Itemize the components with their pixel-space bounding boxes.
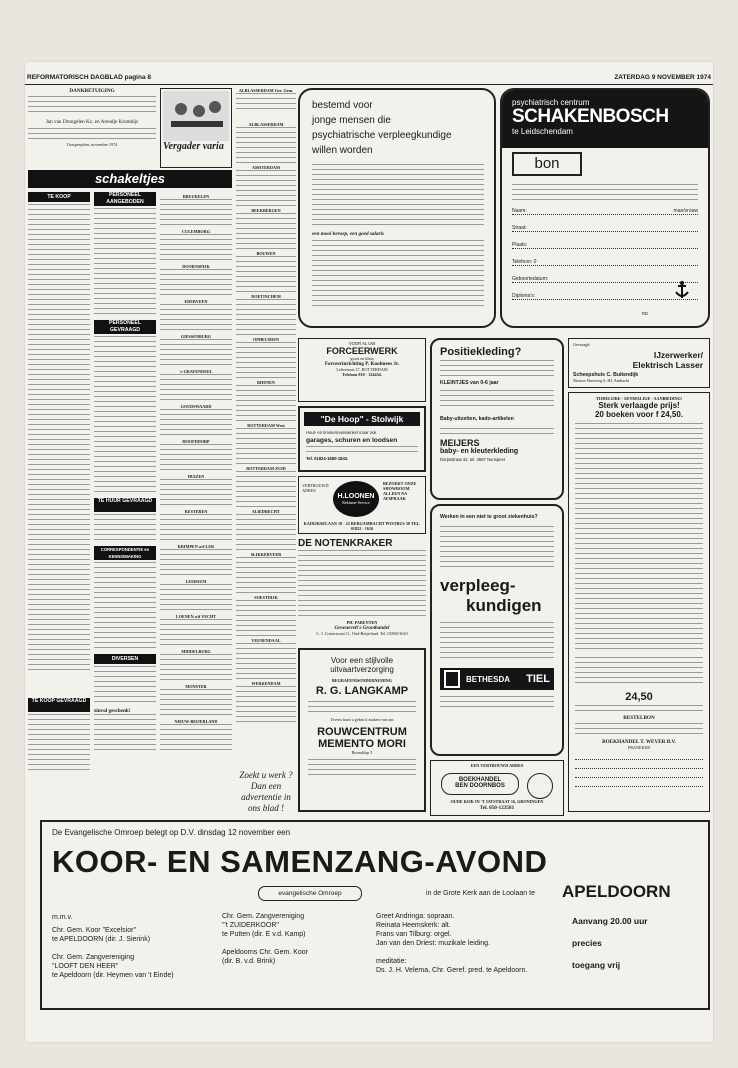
- verpleeg-heading: [300, 90, 494, 158]
- langkamp-sub: BEGRAFENISONDERNEMING: [331, 678, 393, 683]
- church-place: HOOFDDORP: [182, 439, 210, 444]
- church-service-text: [160, 654, 232, 682]
- wever-top: TIJDELIJKE - EENMALIGE - AANBIEDING!: [595, 396, 683, 401]
- verpleeg-line-3: psychiatrische verpleegkundige: [312, 130, 452, 141]
- langkamp-top1: Voor een stijlvolle: [330, 656, 394, 665]
- bethesda-logo: [440, 668, 554, 690]
- doornbos-badge: [441, 773, 519, 795]
- bethesda-ad: [430, 504, 564, 756]
- church-service-text: [160, 619, 232, 647]
- church-place: BOUWEN: [256, 251, 276, 256]
- bethesda-city: TIEL: [526, 673, 550, 685]
- birthdate-field[interactable]: Geboortedatum:: [512, 276, 698, 283]
- positie-text2: [440, 390, 554, 410]
- eo-logo-text: evangelische Omroep: [278, 890, 342, 897]
- classifieds-col-1: [28, 192, 90, 692]
- church-service-text: [160, 549, 232, 577]
- section-te-koop-gevraagd: TE KOOP GEVRAAGD: [28, 698, 90, 712]
- page-header: [25, 74, 713, 84]
- name-label: Naam:: [512, 208, 527, 214]
- wever-text3: [575, 723, 703, 737]
- langkamp-top2: uitvaartverzorging: [330, 665, 394, 674]
- forceer-firm: Forceerinrichting P. Koolmees Jr.: [324, 361, 400, 367]
- church-place: ROTTERDAM-ZUID: [246, 466, 286, 471]
- church-service-text: [236, 471, 296, 507]
- dankbetuiging-place: Ootspenjolen, november 1974: [66, 142, 118, 147]
- wever-field-4[interactable]: [575, 781, 703, 787]
- zoekt-line-1: Zoekt u werk ?: [239, 770, 293, 780]
- church-place: NIEUW-BEIJERLAND: [174, 719, 218, 724]
- koor-toegang: toegang vrij: [572, 960, 621, 970]
- schakenbosch-header: [502, 90, 708, 148]
- church-service-text: [160, 724, 232, 752]
- positie-text3: [440, 428, 554, 434]
- bon-box: [512, 152, 582, 176]
- langkamp-text-2: [308, 759, 416, 775]
- church-place: KRIMPEN a/d LEK: [177, 544, 215, 549]
- zoekt-line-4: ons blad !: [248, 803, 284, 813]
- koor-col1-l1: Chr. Gem. Koor "Excelsior": [52, 927, 136, 934]
- church-place: EDERVEEN: [184, 299, 208, 304]
- koor-city: APELDOORN: [562, 882, 671, 901]
- forceer-intro: VOOR AL UW: [348, 341, 376, 346]
- forceer-phone: Telefoon 010 - 124434.: [342, 372, 382, 377]
- loonen-item2: BEZOEKT ONZE SHOWROOM ALLEEN NA AFSPRAAK: [383, 481, 417, 501]
- doornbos-figure-icon: [527, 773, 553, 799]
- notenkraker-text: [298, 550, 426, 620]
- koor-title: KOOR- EN SAMENZANG-AVOND: [52, 844, 548, 879]
- dankbetuiging-names: Jan van Drongelen Kz. en Arendje Krombijs: [45, 119, 139, 125]
- doornbos-phone: Tel. 050-123581: [479, 805, 515, 811]
- church-service-text: [236, 385, 296, 421]
- ijzer-firm: Scheepshuis C. Buitendijk: [573, 372, 639, 378]
- church-service-text: [160, 234, 232, 262]
- positie-baby: Baby-uitzetten, kado-artikelen: [440, 416, 514, 422]
- church-place: SOESTDIJK: [254, 595, 278, 600]
- zoekt-line-3: advertentie in: [241, 792, 291, 802]
- verpleeg-body: [312, 164, 484, 228]
- church-service-text: [236, 342, 296, 378]
- koor-col1-l5: "LOOFT DEN HEER": [52, 963, 119, 970]
- name-field[interactable]: [512, 208, 698, 215]
- koor-col2-l6: (dir. B. v.d. Brink): [222, 958, 276, 965]
- church-place: LEERSUM: [185, 579, 207, 584]
- wever-book-list: [575, 423, 703, 653]
- church-place: DOORNSPIJK: [182, 264, 210, 269]
- vergader-title: Vergader varia: [163, 141, 224, 152]
- loonen-sub: Reklame-Service: [342, 500, 370, 505]
- langkamp-name: R. G. LANGKAMP: [315, 685, 409, 697]
- koor-col3-l6: meditatie:: [376, 958, 407, 965]
- koor-col2: [222, 912, 392, 966]
- hoop-title: "De Hoop" - Stolwijk: [304, 412, 420, 426]
- church-place: KESTEREN: [184, 509, 208, 514]
- verpleeg-line-1: bestemd voor: [312, 100, 373, 111]
- koor-col1-l6: te Apeldoorn (dir. Heymen van 't Einde): [52, 972, 174, 979]
- wever-form: [575, 754, 703, 787]
- bon-form: [512, 204, 698, 304]
- ijzerwerker-ad: [568, 338, 710, 388]
- church-service-text: [160, 304, 232, 332]
- schakenbosch-place: te Leidschendam: [512, 127, 573, 136]
- verpleeg-ad: [298, 88, 496, 328]
- schakenbosch-subtitle: psychiatrisch centrum: [512, 98, 590, 107]
- church-service-text: [236, 170, 296, 206]
- wever-head1: Sterk verlaagde prijs!: [598, 401, 680, 410]
- section-te-koop: TE KOOP: [28, 192, 90, 202]
- church-place: RHENEN: [257, 380, 275, 385]
- werken-question: Werken in een niet te groot ziekenhuis?: [440, 514, 538, 520]
- section-personeel-gevraagd: PERSONEEL GEVRAAGD: [94, 320, 156, 334]
- wever-text: [575, 657, 703, 687]
- ijzer-title1: IJzerwerker/: [653, 350, 703, 360]
- classified-text: [94, 562, 156, 652]
- koor-col2-l1: Chr. Gem. Zangvereniging: [222, 913, 305, 920]
- doornbos-name1: BOEKHANDEL: [458, 777, 502, 783]
- positie-shop1: MEIJERS: [440, 438, 480, 448]
- werken-big2: kundigen: [466, 596, 542, 615]
- langkamp-ad: [298, 648, 426, 812]
- church-service-text: [160, 199, 232, 227]
- bethesda-emblem-icon: [444, 670, 460, 688]
- koor-col1-l2: te APELDOORN (dir. J. Sierink): [52, 936, 151, 943]
- werken-big1: verpleeg-: [440, 576, 516, 595]
- bethesda-text: [440, 696, 554, 708]
- dankbetuiging: [28, 88, 156, 168]
- church-service-text: [236, 213, 296, 249]
- koor-col3-l3: Frans van Tilburg: orgel.: [376, 931, 452, 938]
- positie-text: [440, 360, 554, 376]
- verpleeg-bold-line: een mooi beroep, een goed salaris: [312, 231, 385, 237]
- schakenbosch-ad: [500, 88, 710, 328]
- church-place: BEEKBERGEN: [251, 208, 281, 213]
- church-place: BREUKELEN: [182, 194, 210, 199]
- church-place: 's-GRAVENDEEL: [179, 369, 213, 374]
- classified-text: [94, 666, 156, 706]
- koor-col2-l2: "'t ZUIDERKOOR": [222, 922, 279, 929]
- church-text: [236, 93, 296, 113]
- ijzer-addr: Nieuwe Broeweg 6, HI, Ambacht: [573, 378, 630, 383]
- church-service-text: [236, 643, 296, 679]
- church-place: AMSTERDAM: [252, 165, 280, 170]
- wever-price: 24,50: [625, 691, 653, 703]
- church-service-text: [160, 514, 232, 542]
- church-place: HUIZEN: [187, 474, 205, 479]
- wever-firm: BOEKHANDEL T. WEVER B.V.: [602, 739, 676, 745]
- hoop-line1: Hout- en timmermanswinkel maar ook: [306, 430, 377, 435]
- meeting-illustration-icon: [161, 89, 231, 167]
- classified-text: [94, 514, 156, 544]
- church-place: ROTTERDAM West: [247, 423, 285, 428]
- forceerwerk-ad: [298, 338, 426, 402]
- church-service-text: [236, 127, 296, 163]
- koor-col1-l4: Chr. Gem. Zangvereniging: [52, 954, 135, 961]
- forceer-title: FORCEERWERK: [326, 346, 398, 356]
- wever-field-1[interactable]: [575, 754, 703, 760]
- classifieds-col-2: [94, 192, 156, 778]
- church-service-text: [160, 409, 232, 437]
- church-place: SLIEDRECHT: [252, 509, 280, 514]
- koor-precies: precies: [572, 938, 602, 948]
- dankbetuiging-title: DANKBETUIGING: [69, 88, 115, 94]
- koor-col2-l3: te Putten (dir. E v.d. Kamp): [222, 931, 306, 938]
- classified-text: [94, 208, 156, 318]
- header-left: REFORMATORISCH DAGBLAD pagina 8: [27, 74, 151, 81]
- church-place: MIDDELBURG: [181, 649, 211, 654]
- notenkraker-title: DE NOTENKRAKER: [298, 538, 393, 549]
- classifieds-te-koop-gevraagd: [28, 698, 90, 778]
- church-place: CULEMBORG: [182, 229, 210, 234]
- positie-shop2: baby- en kleuterkleding: [440, 448, 519, 455]
- church-place: DOETINCHEM: [251, 294, 281, 299]
- positie-addr: Dorpsstraat 42, tel. 3687 Nunspeet: [440, 457, 505, 462]
- koor-col3-l1: Greet Andringa: sopraan.: [376, 913, 455, 920]
- classified-text: [28, 204, 90, 674]
- church-service-text: [160, 584, 232, 612]
- langkamp-addr: Boomklop 5: [351, 750, 373, 755]
- forceer-sub: groot en klein: [350, 356, 374, 361]
- hoop-big: garages, schuren en loodsen: [306, 437, 398, 444]
- notenkraker-addr: L. J. Costerstraat 11, Oud-Beijerland. Tel. 01860-3610: [316, 631, 408, 636]
- loonen-logo: [333, 481, 379, 517]
- positie-title: Positiekleding?: [440, 346, 522, 358]
- church-place: LOENEN a/d VECHT: [175, 614, 217, 619]
- langkamp-text: [308, 701, 416, 713]
- koor-col1: [52, 926, 232, 980]
- schakeltjes-banner: schakeltjes: [28, 170, 232, 188]
- langkamp-r1: ROUWCENTRUM: [317, 726, 407, 738]
- church-service-text: [160, 269, 232, 297]
- verpleeg-line-4: willen worden: [312, 145, 373, 156]
- church-place: ALBLASSERDAM: [248, 122, 284, 127]
- schakenbosch-name: SCHAKENBOSCH: [512, 106, 669, 127]
- bon-text: [512, 184, 698, 200]
- werken-text2: [440, 622, 554, 662]
- section-te-huur-gevraagd: TE HUUR GEVRAAGD: [94, 498, 156, 512]
- wever-bestelbon: BESTELBON: [623, 715, 655, 721]
- koor-col2-l5: Apeldoorns Chr. Gem. Koor: [222, 949, 308, 956]
- koor-aanvang: Aanvang 20.00 uur: [572, 916, 648, 926]
- verpleeg-line-2: jonge mensen die: [312, 115, 391, 126]
- ijzer-top: Gevraagd:: [573, 342, 591, 347]
- doornbos-addr: OUDE KIJK IN 'T JATSTRAAT 16, GRONINGEN: [450, 799, 544, 804]
- classified-text: [94, 714, 156, 754]
- koor-col3: [376, 912, 556, 975]
- vergader-varia-logo: [160, 88, 232, 168]
- doornbos-name2: BEN DOORNBOS: [455, 783, 505, 789]
- forceer-addr: Lelieetraat 17, ROTTERDAM: [336, 367, 388, 372]
- church-place: OPHEUSDEN: [252, 337, 280, 342]
- hoop-text: [306, 446, 418, 454]
- zoekt-line-2: Dan een: [250, 781, 282, 791]
- church-place: VEENENDAAL: [251, 638, 281, 643]
- wever-field-2[interactable]: [575, 763, 703, 769]
- doornbos-top: EEN VERTROUWD ADRES: [470, 763, 524, 768]
- section-correspondentie: CORRESPONDENTIE en KENNISMAKING: [94, 546, 156, 560]
- church-services-col-b: [236, 120, 296, 820]
- loonen-addr: KADIJKSELAAN 18 - 22 BERGAMBACHT POSTBUS 38 TEL. 01822 - 1616: [303, 521, 421, 531]
- positie-mid: KLEINTJES van 0-6 jaar: [440, 380, 499, 386]
- de-hoop-ad: [298, 406, 426, 472]
- zinvol-geschenk: zinvol geschenk!: [94, 708, 131, 714]
- notenkraker-shop: Groenevelt's Grootbandel: [334, 625, 390, 631]
- church-service-text: [160, 479, 232, 507]
- city-field[interactable]: Plaats:: [512, 242, 698, 249]
- wever-place: FRANEKER: [627, 745, 651, 750]
- church-top-title: ALBLASSERDAM Ger. Gem.: [238, 88, 294, 93]
- positiekleding-ad: [430, 338, 564, 500]
- wever-head2: 20 boeken voor f 24,50.: [594, 410, 684, 419]
- langkamp-mid: Tevens kunt u gebru k maken van ons: [330, 717, 394, 722]
- wever-text2: [575, 705, 703, 713]
- koor-col3-l7: Ds. J. H. Velema, Chr. Geref. pred. te Apeldoorn.: [376, 967, 528, 974]
- church-service-text: [160, 374, 232, 402]
- church-service-text: [160, 339, 232, 367]
- koor-avond-ad: [40, 820, 710, 1010]
- koor-intro: De Evangelische Omroep belegt op D.V. dinsdag 12 november een: [52, 828, 291, 837]
- church-service-text: [236, 514, 296, 550]
- classified-text: [94, 336, 156, 496]
- verpleeg-body-2: [312, 240, 484, 310]
- church-service-text: [236, 256, 296, 292]
- diploma-field[interactable]: Diploma's:: [512, 293, 698, 300]
- church-place: SLIKKERVEER: [250, 552, 282, 557]
- bon-label: bon: [534, 155, 560, 172]
- header-rule: [25, 84, 713, 85]
- werken-text: [440, 526, 554, 570]
- section-personeel-aangeboden: PERSONEEL AANGEBODEN: [94, 192, 156, 206]
- church-place: GOUDSWAARD: [180, 404, 212, 409]
- hoop-phone: Tel. 01824-1680-1843.: [306, 456, 349, 461]
- church-top: [236, 88, 296, 118]
- church-service-text: [236, 299, 296, 335]
- loonen-item1: VERTROUWD ADRES: [302, 483, 329, 493]
- street-field[interactable]: Straat:: [512, 225, 698, 232]
- notenkraker-ad: [298, 538, 426, 644]
- anchor-icon: [672, 280, 692, 302]
- church-place: WERKENDAM: [251, 681, 281, 686]
- church-service-text: [236, 686, 296, 722]
- doornbos-ad: [430, 760, 564, 816]
- loonen-ad: [298, 476, 426, 534]
- church-service-text: [236, 600, 296, 636]
- phone-field[interactable]: Telefoon: 0: [512, 259, 698, 266]
- koor-times: [572, 910, 648, 976]
- wever-books-ad: [568, 392, 710, 812]
- church-place: MONSTER: [185, 684, 207, 689]
- loonen-logo-text: H.LOONEN: [337, 493, 375, 500]
- wever-field-3[interactable]: [575, 772, 703, 778]
- zoekt-werk-text: [236, 770, 296, 814]
- bethesda-name: BETHESDA: [466, 674, 511, 684]
- koor-col3-l4: Jan van den Driest: muzikale leiding.: [376, 940, 491, 947]
- church-service-text: [160, 444, 232, 472]
- church-services-col-a: [160, 192, 232, 778]
- text-block: [28, 128, 156, 142]
- church-service-text: [160, 689, 232, 717]
- koor-col3-l2: Reinata Heemskerk: alt.: [376, 922, 451, 929]
- eo-logo: [258, 886, 362, 901]
- church-place: GIESSENBURG: [180, 334, 212, 339]
- koor-mmv: m.m.v.: [52, 914, 73, 921]
- header-right: ZATERDAG 9 NOVEMBER 1974: [614, 74, 711, 81]
- langkamp-r2: MEMENTO MORI: [318, 738, 406, 750]
- notenkraker-ph: PH. PARENTEN: [346, 620, 378, 625]
- gender-label: man/vrouw: [673, 208, 698, 214]
- church-service-text: [236, 428, 296, 464]
- koor-where: in de Grote Kerk aan de Loolaan te: [426, 890, 535, 897]
- church-service-text: [236, 557, 296, 593]
- section-diversen: DIVERSEN: [94, 654, 156, 664]
- ijzer-title2: Elektrisch Lasser: [632, 360, 703, 370]
- classified-text: [28, 714, 90, 774]
- text-block: [28, 96, 156, 116]
- bon-code: RD: [641, 311, 648, 316]
